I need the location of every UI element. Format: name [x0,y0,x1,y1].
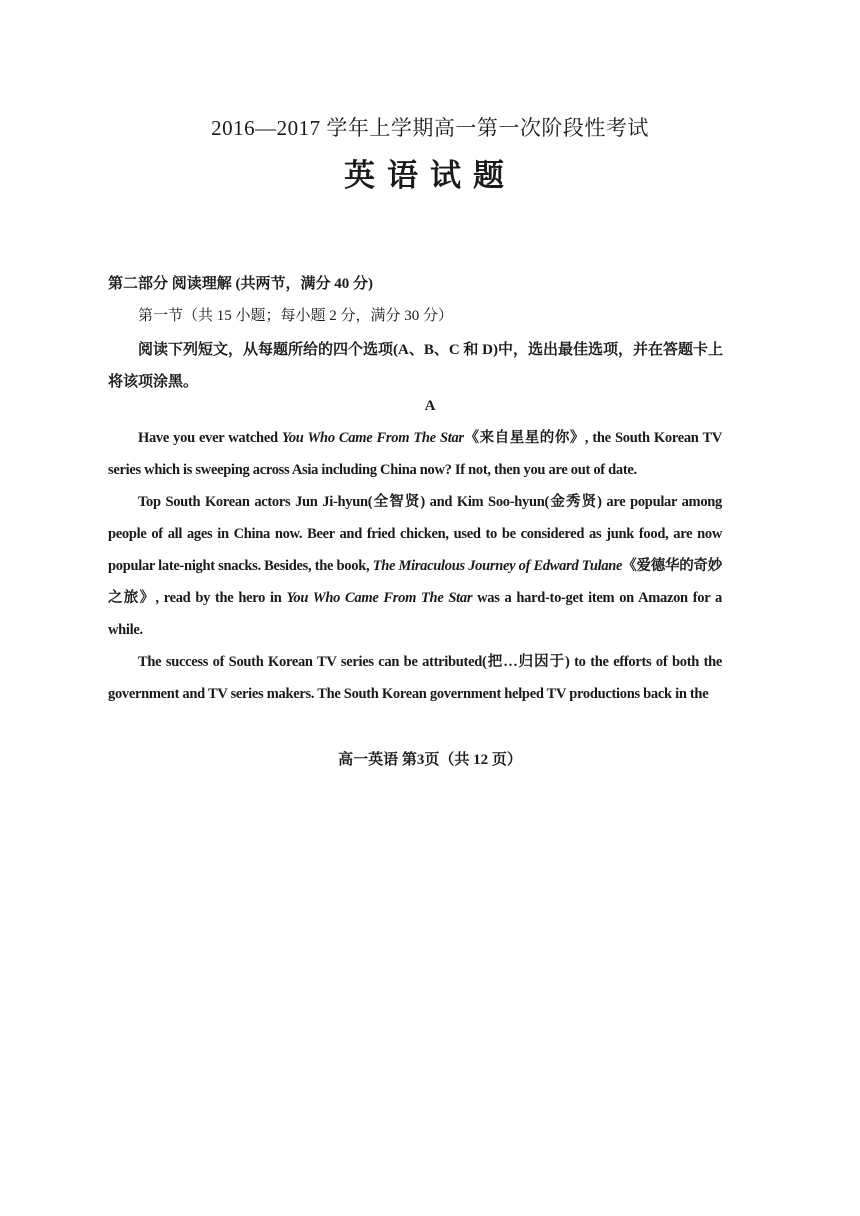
instructions: 阅读下列短文，从每题所给的四个选项(A、B、C 和 D)中，选出最佳选项，并在答题卡上将该项涂黑。 [108,342,723,390]
p2-book-title: The Miraculous Journey of Edward Tulane [372,558,623,574]
exam-title: 2016—2017 学年上学期高一第一次阶段性考试 [211,116,649,140]
p2-text-a: Top South Korean actors Jun Ji-hyun(全智贤) and Kim Soo-hyun(金秀贤) are popular among people of all ages in China now. Beer and fried chicken, used to be considered as junk food, are now popular late-night snacks. Besides, the book, [108,494,722,574]
paragraph-2 [108,486,722,646]
page-footer: 高一英语 第3页（共 12 页） [338,752,522,768]
subject-title: 英语试题 [344,158,516,194]
passage-label: A [424,398,436,414]
section-heading: 第二部分 阅读理解 (共两节，满分 40 分) [108,276,373,292]
p2-show-title: You Who Came From The Star [286,590,473,606]
paragraph-1 [108,422,722,486]
section-subheading: 第一节（共 15 小题；每小题 2 分，满分 30 分） [138,308,454,324]
p2-text-e: was a hard-to-get item on Amazon for a while. [108,590,722,638]
p2-text-c: 《爱德华的奇妙之旅》, read by the hero in [108,558,723,606]
p1-text-c: 《来自星星的你》, the South Korean TV series which is sweeping across Asia including China now? If not, then you are out of date. [108,430,723,478]
p1-title-italic: You Who Came From The Star [281,430,464,446]
paragraph-3 [108,646,722,710]
p1-text-a: Have you ever watched [138,430,282,446]
p3-text-a: The success of South Korean TV series can be attributed(把…归因于) to the efforts of both the government and TV series makers. The South Korean government helped TV productions back in the [108,654,722,702]
